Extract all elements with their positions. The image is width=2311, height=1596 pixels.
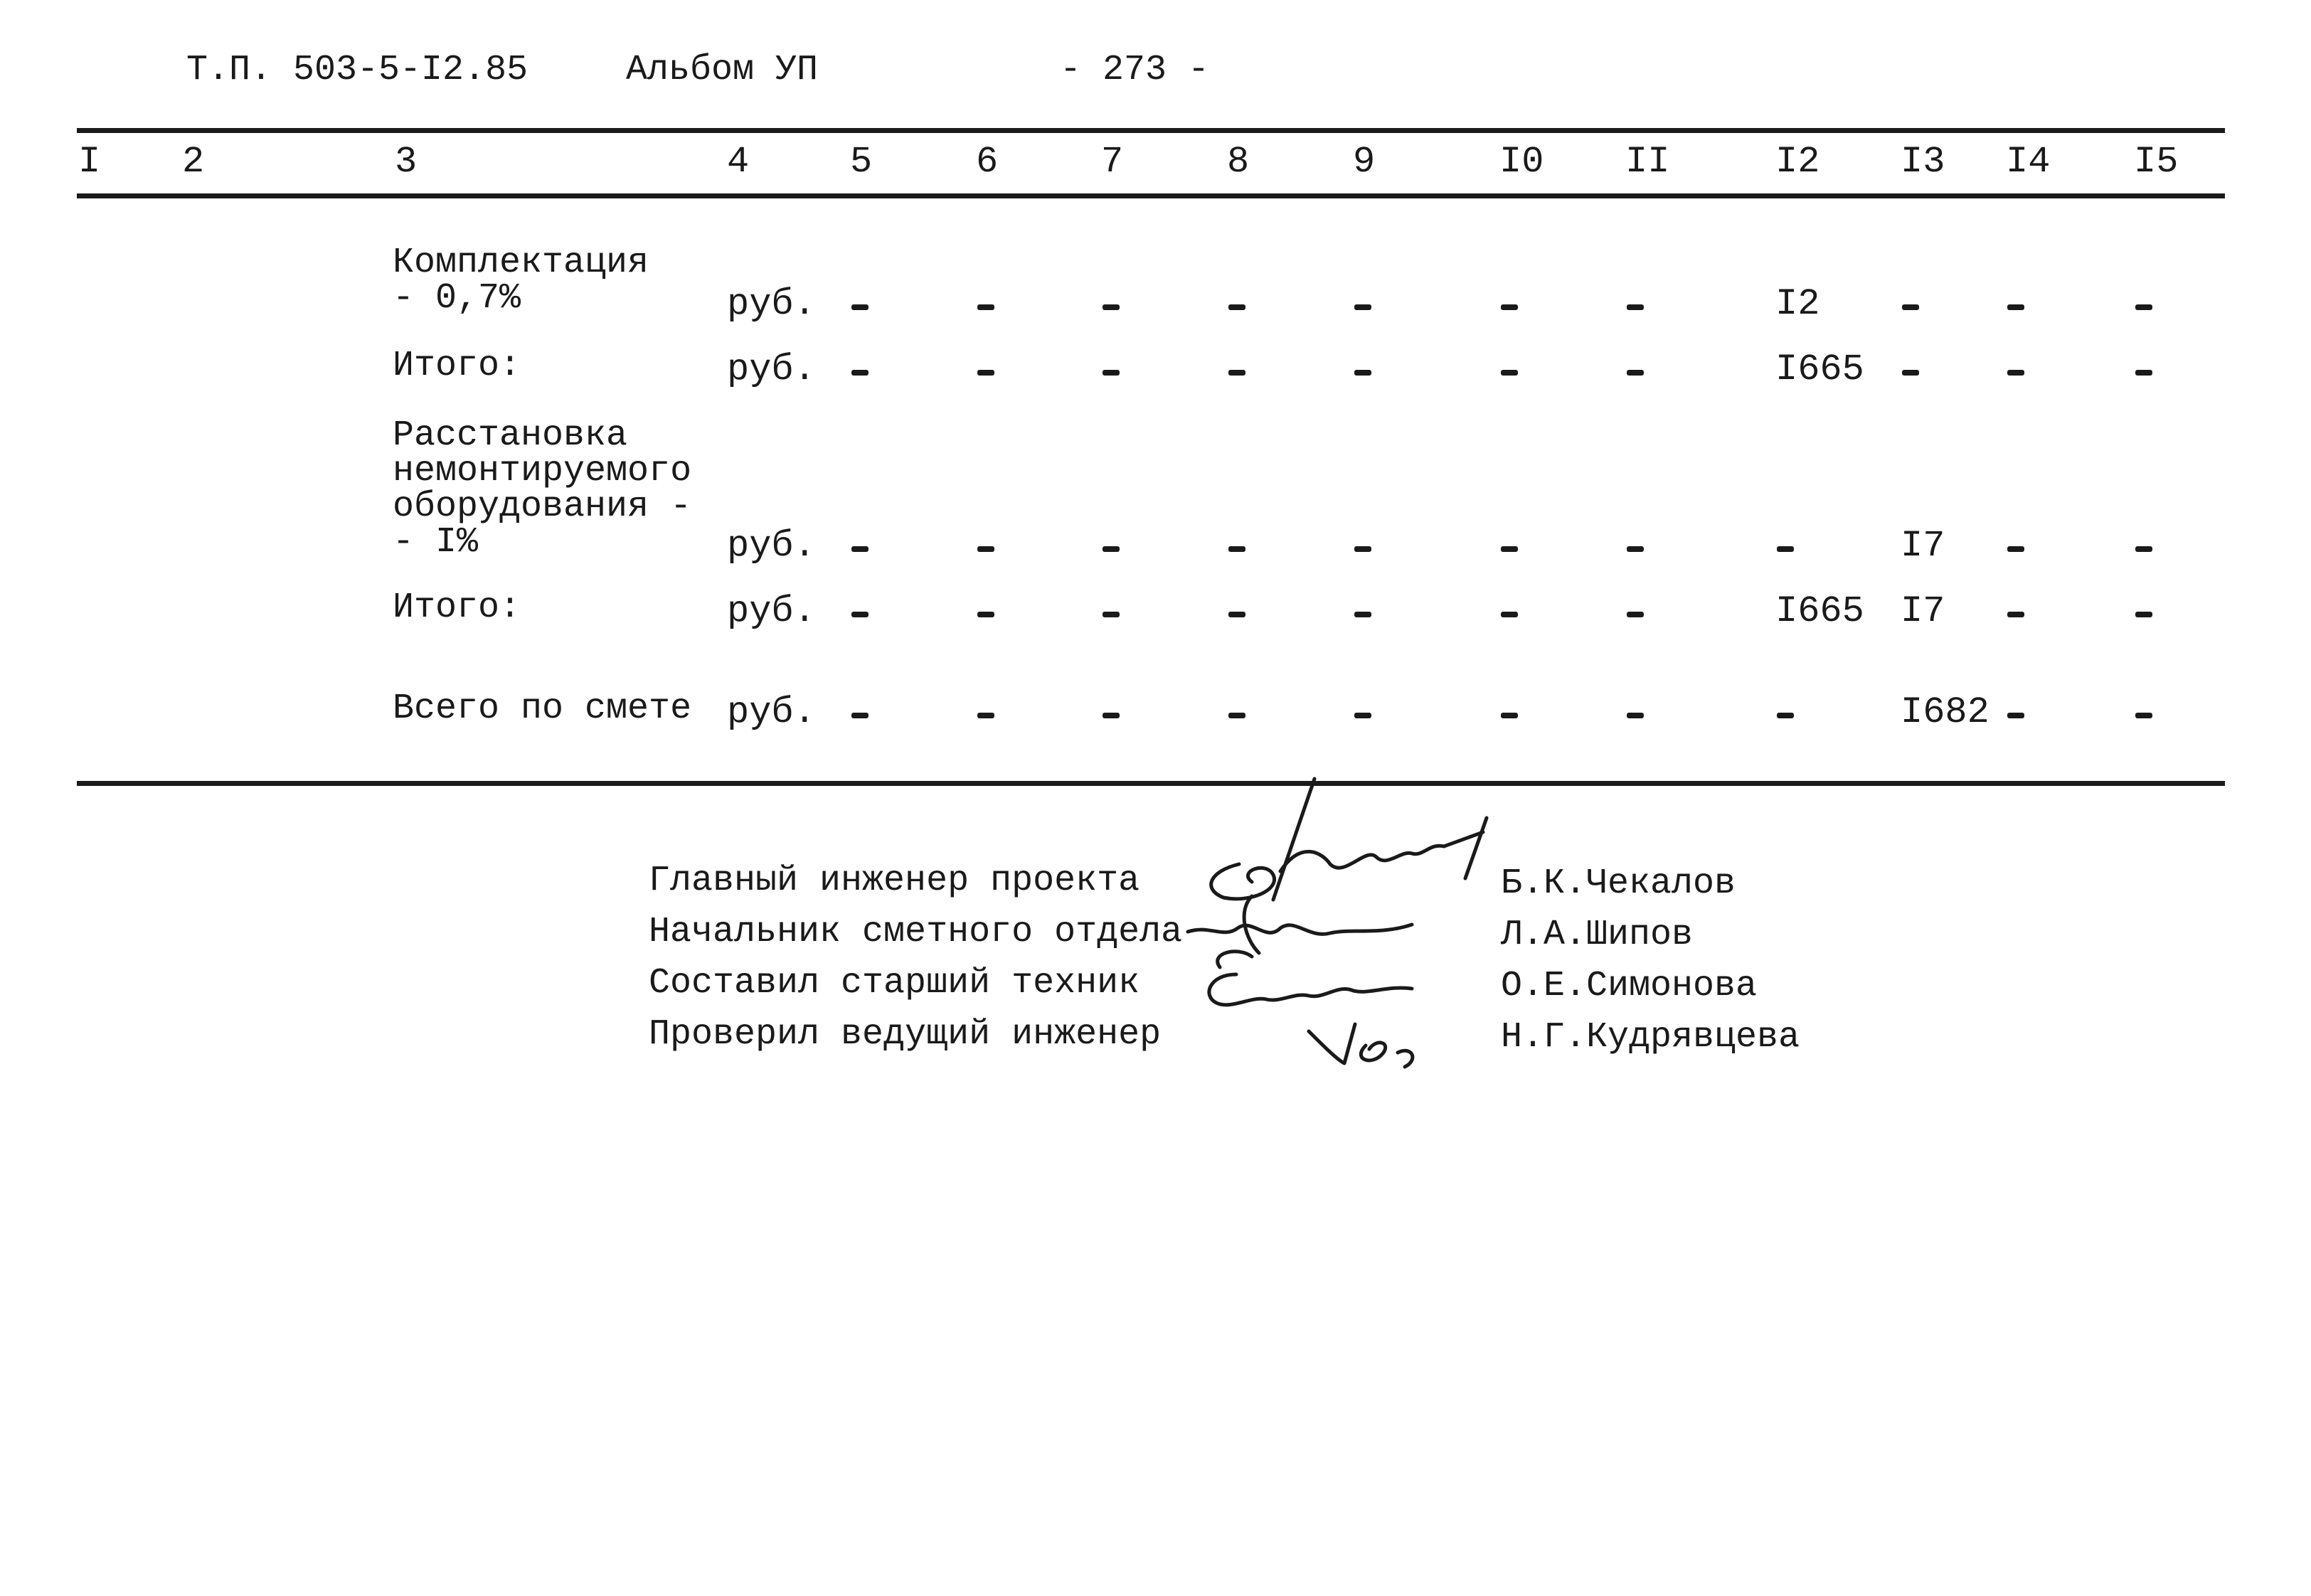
signature-name: Н.Г.Кудрявцева — [1501, 1017, 1800, 1058]
column-number: I0 — [1499, 141, 1544, 183]
column-number: 7 — [1101, 141, 1124, 183]
column-number: II — [1625, 141, 1670, 183]
row-description: Комплектация — [393, 243, 649, 283]
unit-cell: руб. — [727, 525, 816, 567]
signature-role: Начальник сметного отдела — [649, 912, 1183, 952]
page-number: - 273 - — [1060, 50, 1210, 90]
row-description: Всего по смете — [393, 688, 692, 729]
row-description: оборудования - — [393, 486, 692, 527]
row-description: - I% — [393, 522, 479, 563]
unit-cell: руб. — [727, 590, 816, 632]
unit-cell: руб. — [727, 349, 816, 390]
column-number: 6 — [976, 141, 999, 183]
value-cell: I665 — [1775, 590, 1864, 632]
value-cell: I665 — [1775, 349, 1864, 390]
value-cell: I7 — [1901, 590, 1945, 632]
column-number: 9 — [1353, 141, 1376, 183]
signature-name: О.Е.Симонова — [1501, 966, 1758, 1006]
signature-name: Л.А.Шипов — [1501, 915, 1694, 955]
column-number: I5 — [2134, 141, 2179, 183]
column-number: 8 — [1227, 141, 1250, 183]
column-number: 4 — [727, 141, 750, 183]
column-number: 5 — [850, 141, 873, 183]
row-description: Расстановка — [393, 415, 628, 456]
column-number: I3 — [1901, 141, 1945, 183]
column-number: 2 — [182, 141, 205, 183]
signature-role: Составил старший техник — [649, 963, 1140, 1004]
unit-cell: руб. — [727, 691, 816, 733]
value-cell: I2 — [1775, 283, 1820, 325]
column-number: I — [78, 141, 101, 183]
signature-name: Б.К.Чекалов — [1501, 863, 1736, 904]
doc-code: Т.П. 503-5-I2.85 — [186, 50, 528, 90]
unit-cell: руб. — [727, 283, 816, 325]
signature-role: Проверил ведущий инженер — [649, 1014, 1162, 1055]
row-description: Итого: — [393, 587, 521, 628]
row-description: Итого: — [393, 346, 521, 386]
row-description: - 0,7% — [393, 278, 521, 319]
column-number: I2 — [1775, 141, 1820, 183]
column-number: 3 — [395, 141, 418, 183]
signature-role: Главный инженер проекта — [649, 861, 1140, 901]
column-number: I4 — [2006, 141, 2051, 183]
album-label: Альбом УП — [626, 50, 819, 90]
row-description: немонтируемого — [393, 451, 692, 491]
value-cell: I7 — [1901, 525, 1945, 567]
value-cell: I682 — [1901, 691, 1989, 733]
